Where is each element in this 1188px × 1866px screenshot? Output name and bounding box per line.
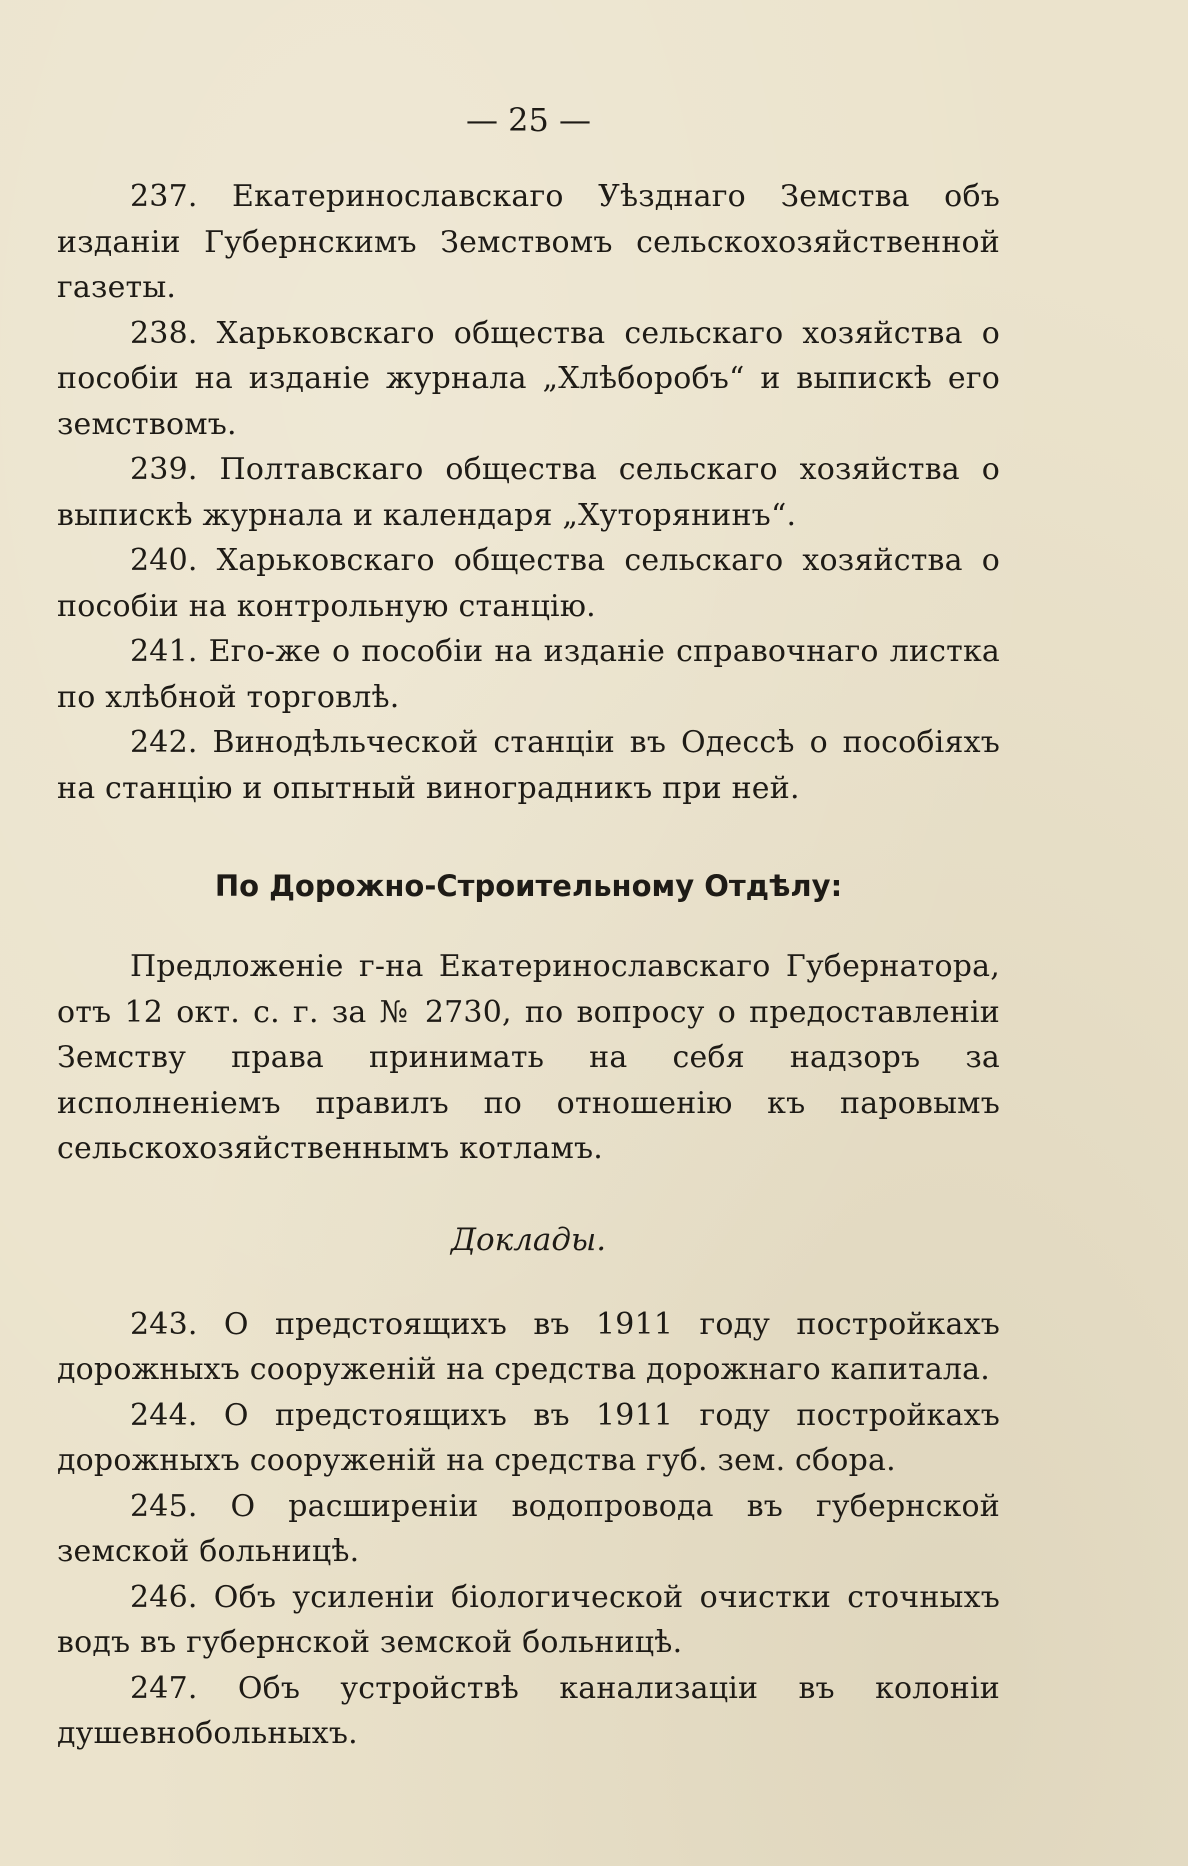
agenda-item-246: 246. Объ усиленіи біологической очистки сточныхъ водъ въ губернской земской больницѣ. (57, 1579, 1000, 1660)
agenda-item-244: 244. О предстоящихъ въ 1911 году постройкахъ дорожныхъ сооруженій на средства губ. зем. сбора. (57, 1397, 1000, 1478)
agenda-item-241: 241. Его-же о пособіи на изданіе справочнаго листка по хлѣбной торговлѣ. (57, 634, 1000, 715)
agenda-list-top (57, 174, 1000, 811)
agenda-item-245: 245. О расширеніи водопровода въ губернской земской больницѣ. (57, 1488, 1000, 1569)
agenda-item-239: 239. Полтавскаго общества сельскаго хозяйства о выпискѣ журнала и календаря „Хуторянинъ“. (57, 452, 1000, 533)
governor-proposal: Предложеніе г-на Екатеринославскаго Губернатора, отъ 12 окт. с. г. за № 2730, по вопросу о предоставленіи Земству права принимать на себя надзоръ за исполненіемъ правилъ по отношенію къ паровымъ сельскохозяйственнымъ котламъ. (57, 949, 1000, 1166)
agenda-item-247: 247. Объ устройствѣ канализаціи въ колоніи душевнобольныхъ. (57, 1670, 1000, 1751)
agenda-item-240: 240. Харьковскаго общества сельскаго хозяйства о пособіи на контрольную станцію. (57, 543, 1000, 624)
reports-heading: Доклады. (450, 1221, 607, 1258)
agenda-item-243: 243. О предстоящихъ въ 1911 году постройкахъ дорожныхъ сооруженій на средства дорожнаго капитала. (57, 1306, 1000, 1387)
section-heading-road-department: По Дорожно-Строительному Отдѣлу: (214, 869, 843, 903)
agenda-item-238: 238. Харьковскаго общества сельскаго хозяйства о пособіи на изданіе журнала „Хлѣборобъ“ и выпискѣ его земствомъ. (57, 315, 1000, 442)
page-number: — 25 — (465, 101, 592, 139)
agenda-item-237: 237. Екатеринославскаго Уѣзднаго Земства объ изданіи Губернскимъ Земствомъ сельскохозяйственной газеты. (57, 179, 1000, 305)
agenda-list-bottom (57, 1302, 1000, 1757)
agenda-item-242: 242. Винодѣльческой станціи въ Одессѣ о пособіяхъ на станцію и опытный виноградникъ при ней. (57, 725, 1000, 806)
